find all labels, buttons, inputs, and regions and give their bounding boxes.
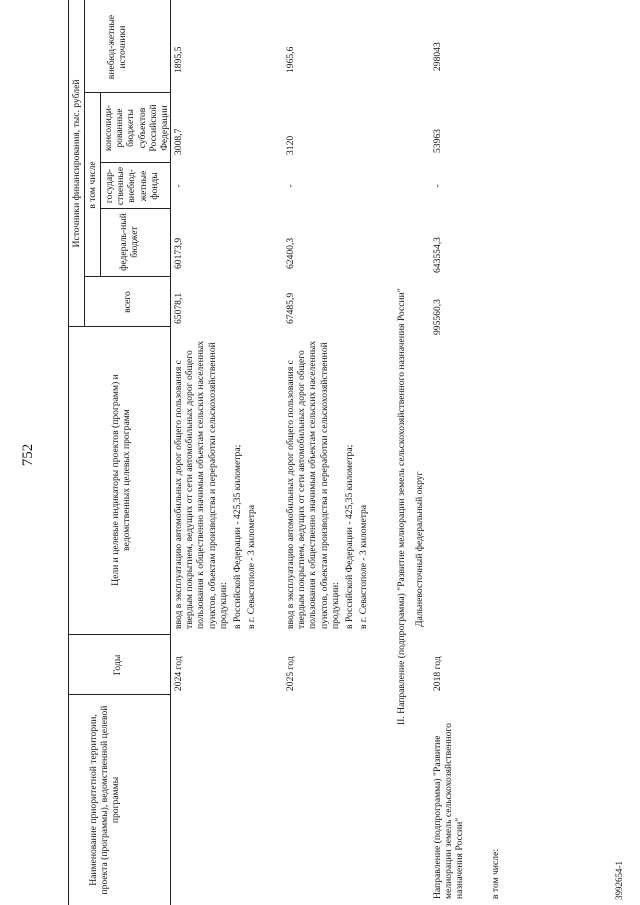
final-row-total: 995560,3	[432, 299, 443, 335]
document-code: 3992654-1	[614, 861, 624, 900]
final-row-federal: 643554,3	[432, 237, 443, 273]
row-2024-total: 65078,1	[173, 292, 184, 324]
header-goals: Цели и целевые индикаторы проектов (программ) и ведомственных целевых программ	[110, 374, 133, 586]
district-title: Дальневосточный федеральный округ	[414, 471, 425, 627]
row-2025-regional: 3120	[285, 135, 296, 155]
col-divider-1	[68, 694, 170, 695]
row-2024-goal-sev: в г. Севастополе - 3 километра	[246, 504, 258, 629]
col-divider-6	[100, 162, 170, 163]
header-including: в том числе	[87, 161, 98, 209]
final-row-name: Направление (подпрограмма) "Развитие мелиорации земель сельскохозяйственного назначения России"	[432, 723, 466, 899]
col-divider-7	[84, 92, 170, 93]
col-divider-4	[84, 276, 170, 277]
row-2025-extra: 1965,6	[285, 46, 296, 73]
col-divider-2	[68, 634, 170, 635]
header-extra: внебюд-жетные источники	[106, 14, 129, 80]
final-row-extra: 298043	[432, 42, 443, 71]
incl-header-rule	[100, 93, 101, 277]
header-regional: консолиди-рованные бюджеты субъектов Российской Федерации	[103, 104, 171, 152]
final-row-regional: 53963	[432, 129, 443, 153]
col-divider-5	[100, 208, 170, 209]
row-2025-federal: 62400,3	[285, 237, 296, 269]
row-2024-goal-rf: в Российской Федерации - 425,35 километра;	[232, 444, 244, 629]
header-state-funds: государ-ственные внебюд-жетные фонды	[104, 166, 160, 206]
header-name: Наименование приоритетной территории, проекта (программы), ведомственной целевой программы	[88, 705, 122, 895]
final-row-state-funds: -	[432, 184, 443, 188]
row-2024-goal	[173, 331, 257, 629]
sources-header-rule	[84, 0, 85, 327]
page-number: 752	[20, 443, 36, 467]
header-total: всего	[122, 291, 133, 313]
row-2024-goal-main: ввод в эксплуатацию автомобильных дорог общего пользования с твердым покрытием, ведущих от сети автомобильных дорог общего пользования к общественно значимым объектам сельских населенных пунктов, объектам производства и переработки сельскохозяйственной продукции:	[173, 340, 229, 629]
final-row-year: 2018 год	[432, 656, 443, 691]
row-2024-state-funds: -	[173, 184, 184, 188]
row-2024-federal: 60173,9	[173, 237, 184, 269]
row-2025-year: 2025 год	[285, 656, 296, 691]
row-2025-goal-rf: в Российской Федерации - 425,35 километра;	[344, 444, 356, 629]
row-2024-regional: 3008,7	[173, 128, 184, 155]
row-2025-goal-sev: в г. Севастополе - 3 километра	[358, 504, 370, 629]
header-sources: Источники финансирования, тыс. рублей	[71, 79, 82, 248]
row-2025-goal	[285, 331, 369, 629]
row-2025-state-funds: -	[285, 184, 296, 188]
row-2024-extra: 1895,5	[173, 46, 184, 73]
row-2024-year: 2024 год	[173, 656, 184, 691]
header-years: Годы	[112, 654, 123, 676]
row-2025-total: 67485,9	[285, 292, 296, 324]
col-divider-3	[68, 326, 170, 327]
including-label: в том числе:	[490, 848, 501, 899]
row-2025-goal-main: ввод в эксплуатацию автомобильных дорог общего пользования с твердым покрытием, ведущих от сети автомобильных дорог общего пользования к общественно значимым объектам сельских населенных пунктов, объектам производства и переработки сельскохозяйственной продукции:	[285, 340, 341, 629]
table-top-rule	[68, 0, 69, 905]
header-federal: федераль-ный бюджет	[118, 213, 141, 271]
section-title: II. Направление (подпрограмма) "Развитие мелиорации земель сельскохозяйственного назначения России"	[396, 288, 407, 725]
